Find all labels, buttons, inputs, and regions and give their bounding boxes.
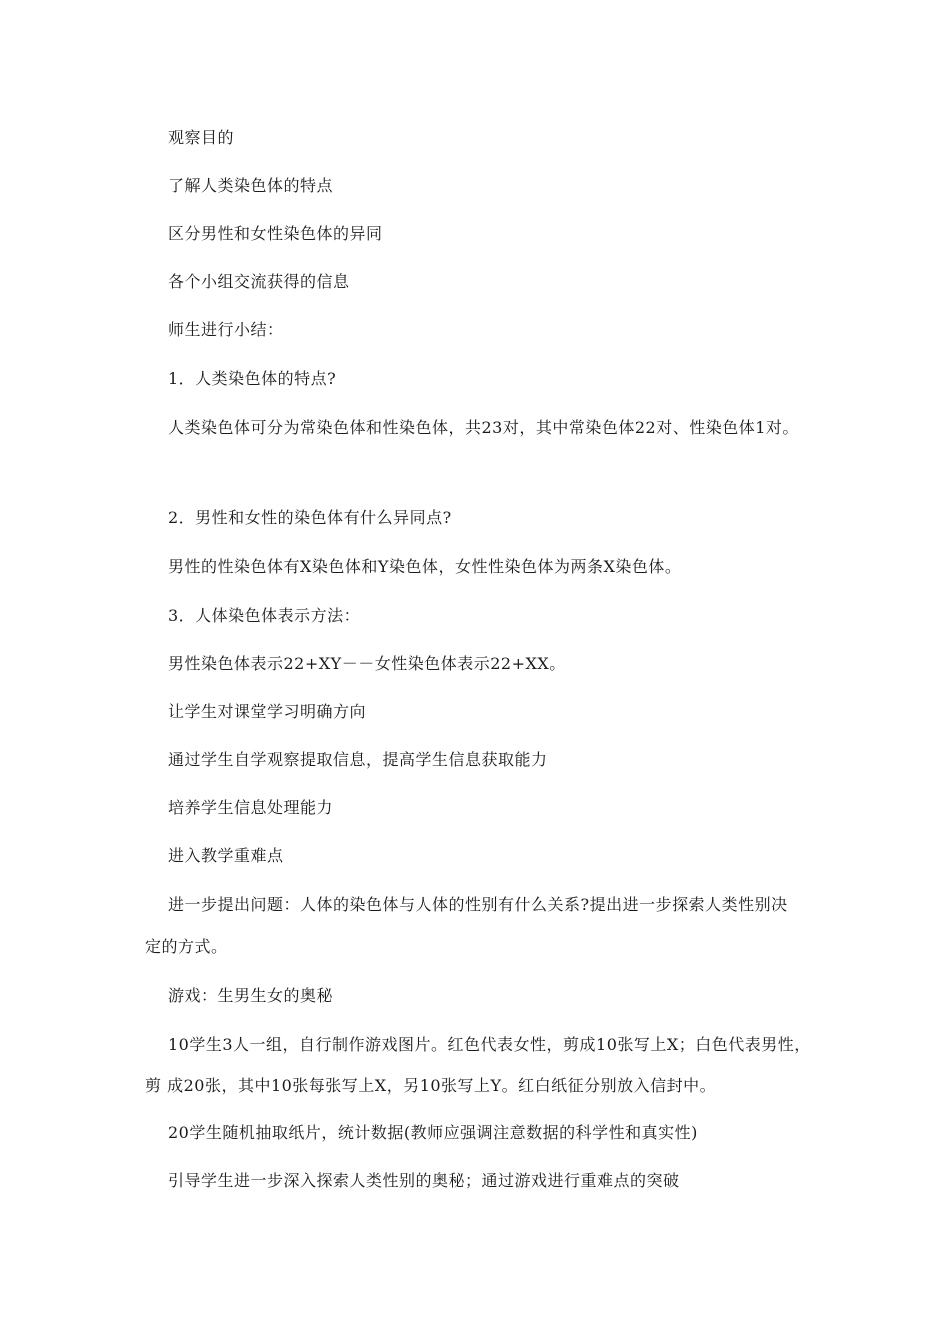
paragraph-line: 进一步提出问题：人体的染色体与人体的性别有什么关系?提出进一步探索人类性别决 bbox=[168, 895, 788, 914]
text-line: 培养学生信息处理能力 bbox=[168, 798, 334, 817]
game-title: 游戏：生男生女的奥秘 bbox=[168, 986, 334, 1005]
question-2: 2．男性和女性的染色体有什么异同点? bbox=[168, 508, 452, 527]
answer-2: 男性的性染色体有X染色体和Y染色体，女性性染色体为两条X染色体。 bbox=[168, 557, 682, 576]
text-line: 各个小组交流获得的信息 bbox=[168, 272, 350, 291]
paragraph-line: 20学生随机抽取纸片，统计数据(教师应强调注意数据的科学性和真实性) bbox=[168, 1123, 698, 1142]
text-line: 让学生对课堂学习明确方向 bbox=[168, 702, 367, 721]
text-line: 师生进行小结： bbox=[168, 320, 284, 339]
paragraph-line: 10学生3人一组，自行制作游戏图片。红色代表女性，剪成10张写上X；白色代表男性， bbox=[168, 1035, 811, 1054]
answer-1: 人类染色体可分为常染色体和性染色体，共23对，其中常染色体22对、性染色体1对。 bbox=[168, 418, 799, 437]
heading-observation-purpose: 观察目的 bbox=[168, 128, 235, 147]
paragraph-continuation: 剪 成20张，其中10张每张写上X，另10张写上Y。红白纸征分别放入信封中。 bbox=[145, 1076, 717, 1095]
text-line: 通过学生自学观察提取信息，提高学生信息获取能力 bbox=[168, 750, 548, 769]
text-line: 区分男性和女性染色体的异同 bbox=[168, 224, 383, 243]
paragraph-line: 引导学生进一步深入探索人类性别的奥秘；通过游戏进行重难点的突破 bbox=[168, 1171, 680, 1190]
question-1: 1．人类染色体的特点? bbox=[168, 369, 337, 388]
question-3: 3．人体染色体表示方法： bbox=[168, 606, 361, 625]
answer-3: 男性染色体表示22+XY－－女性染色体表示22+XX。 bbox=[168, 654, 566, 673]
paragraph-continuation: 定的方式。 bbox=[145, 937, 228, 956]
text-line: 了解人类染色体的特点 bbox=[168, 176, 334, 195]
text-line: 进入教学重难点 bbox=[168, 846, 284, 865]
